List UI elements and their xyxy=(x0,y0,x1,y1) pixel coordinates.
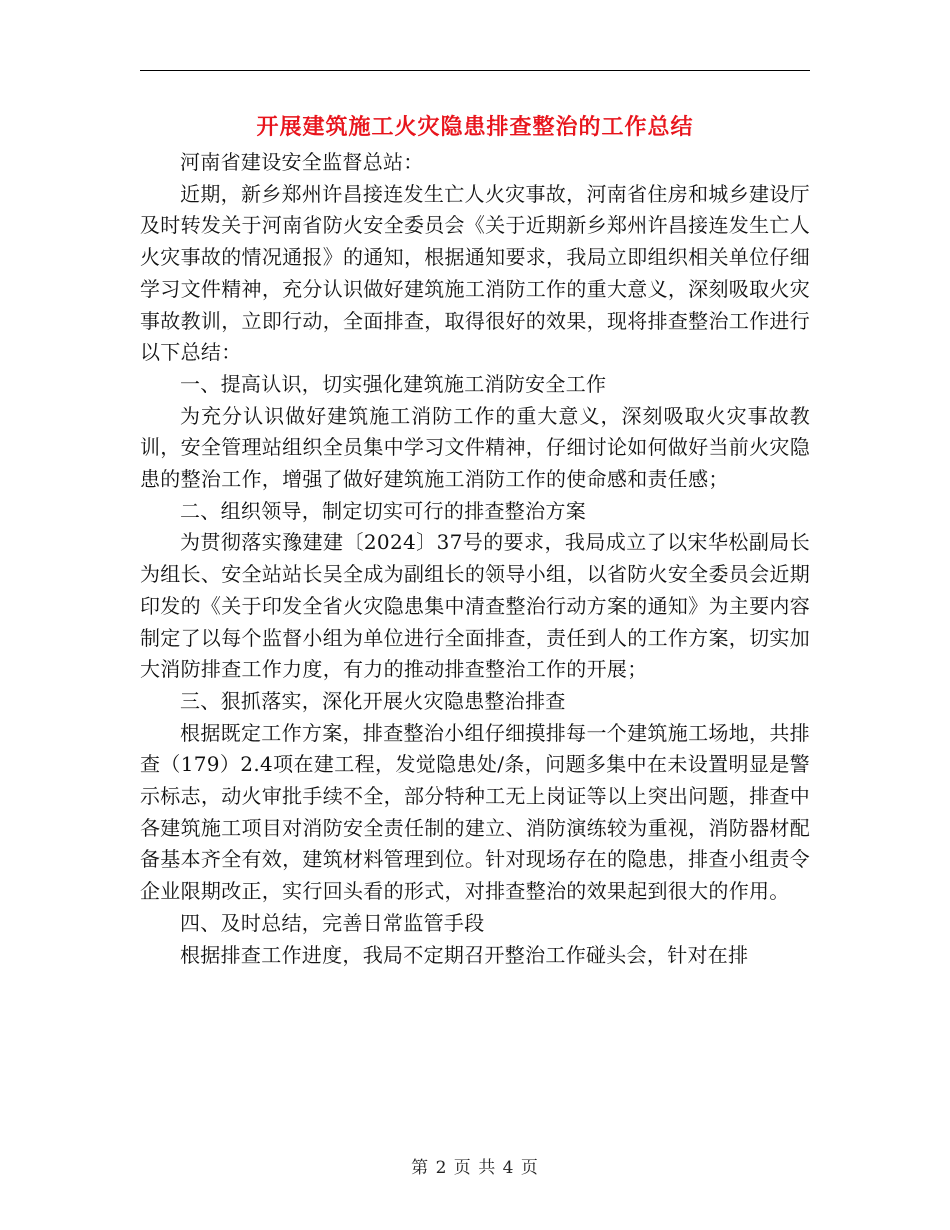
document-title: 开展建筑施工火灾隐患排查整治的工作总结 xyxy=(256,114,694,140)
page-number: 第 2 页 共 4 页 xyxy=(411,1158,539,1178)
section-paragraph-4: 根据排查工作进度，我局不定期召开整治工作碰头会，针对在排 xyxy=(180,942,749,967)
header-rule xyxy=(140,70,810,71)
section-paragraph-3: 根据既定工作方案，排查整治小组仔细摸排每一个建筑施工场地，共排查（179）2.4项在建工程，发觉隐患处/条，问题多集中在未设置明显是警示标志，动火审批手续不全，部分特种工无上岗证等以上突出问题，排查中各建筑施工项目对消防安全责任制的建立、消防演练较为重视，消防器材配备基本齐全有效，建筑材料管理到位。针对现场存在的隐患，排查小组责令企业限期改正，实行回头看的形式，对排查整治的效果起到很大的作用。 xyxy=(140,720,810,904)
salutation: 河南省建设安全监督总站： xyxy=(180,150,424,174)
section-heading-3: 三、狠抓落实，深化开展火灾隐患整治排查 xyxy=(180,688,566,713)
intro-paragraph: 近期，新乡郑州许昌接连发生亡人火灾事故，河南省住房和城乡建设厅及时转发关于河南省防火安全委员会《关于近期新乡郑州许昌接连发生亡人火灾事故的情况通报》的通知，根据通知要求，我局立即组织相关单位仔细学习文件精神，充分认识做好建筑施工消防工作的重大意义，深刻吸取火灾事故教训，立即行动，全面排查，取得很好的效果，现将排查整治工作进行以下总结： xyxy=(140,181,810,365)
document-body xyxy=(140,147,810,971)
section-paragraph-2: 为贯彻落实豫建建〔2024〕37号的要求，我局成立了以宋华松副局长为组长、安全站站长吴全成为副组长的领导小组，以省防火安全委员会近期印发的《关于印发全省火灾隐患集中清查整治行动方案的通知》为主要内容制定了以每个监督小组为单位进行全面排查，责任到人的工作方案，切实加大消防排查工作力度，有力的推动排查整治工作的开展； xyxy=(140,530,810,682)
section-paragraph-1: 为充分认识做好建筑施工消防工作的重大意义，深刻吸取火灾事故教训，安全管理站组织全员集中学习文件精神，仔细讨论如何做好当前火灾隐患的整治工作，增强了做好建筑施工消防工作的使命感和责任感； xyxy=(140,403,810,492)
section-heading-2: 二、组织领导，制定切实可行的排查整治方案 xyxy=(180,498,586,523)
section-heading-1: 一、提高认识，切实强化建筑施工消防安全工作 xyxy=(180,371,607,396)
section-heading-4: 四、及时总结，完善日常监管手段 xyxy=(180,910,485,935)
